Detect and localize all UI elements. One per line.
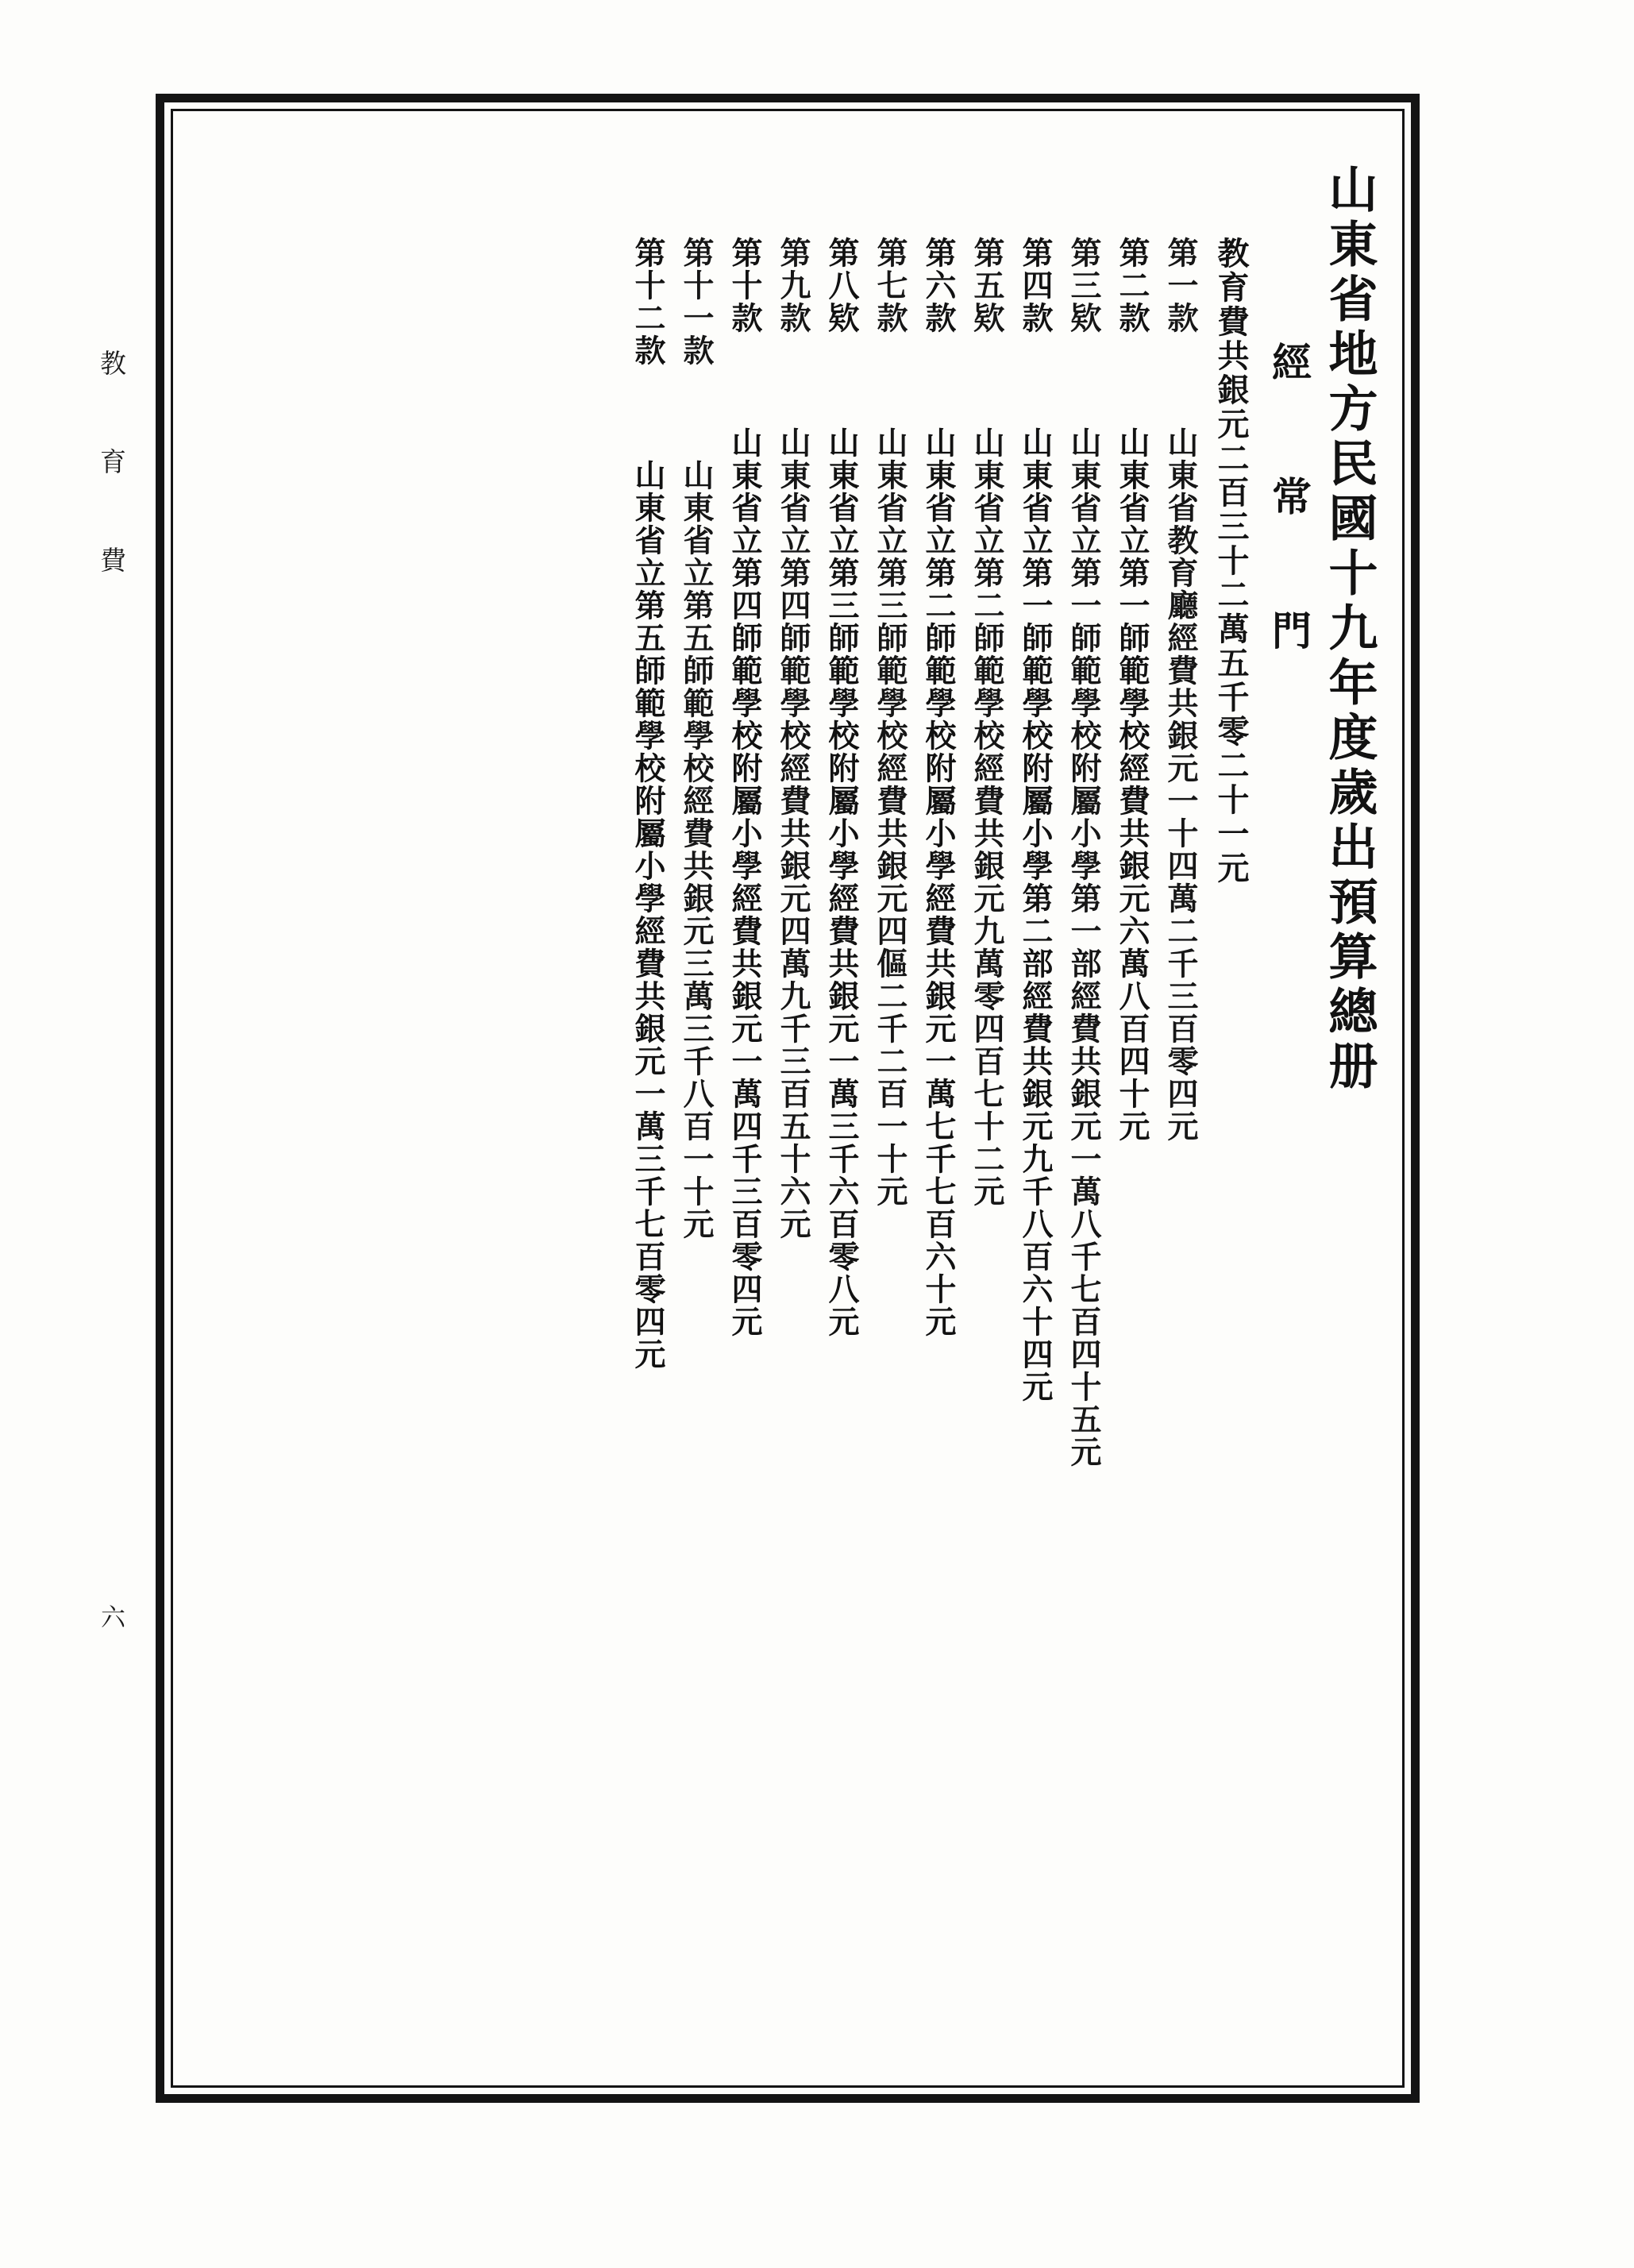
item-text: 山東省立第三師範學校附屬小學經費共銀元一萬三千六百零八元	[823, 426, 860, 1338]
item-text: 山東省立第五師範學校經費共銀元三萬三千八百一十元	[678, 459, 715, 1240]
item-text: 山東省立第一師範學校經費共銀元六萬八百四十元	[1114, 426, 1150, 1143]
list-item	[775, 143, 811, 1240]
item-text: 山東省立第四師範學校附屬小學經費共銀元一萬四千三百零四元	[726, 426, 763, 1338]
list-item	[678, 143, 715, 1240]
item-number: 第八欵	[823, 237, 860, 334]
item-text: 山東省立第二師範學校經費共銀元九萬零四百七十二元	[969, 426, 1005, 1208]
vertical-text-body	[184, 121, 1393, 2076]
item-text: 山東省立第一師範學校附屬小學第一部經費共銀元一萬八千七百四十五元	[1066, 426, 1102, 1468]
list-item	[1066, 143, 1102, 1468]
item-number: 第四款	[1017, 237, 1054, 334]
education-expense-total: 教育費共銀元二百三十二萬五千零二十一元	[1212, 237, 1250, 885]
page-number: 六	[96, 1604, 125, 1629]
item-text: 山東省立第二師範學校附屬小學經費共銀元一萬七千七百六十元	[920, 426, 957, 1338]
item-number: 第六款	[920, 237, 957, 334]
list-item	[1017, 143, 1054, 1403]
list-item	[1114, 143, 1150, 1143]
item-number: 第十一款	[678, 237, 715, 367]
list-item	[1162, 143, 1199, 1143]
item-number: 第十二款	[630, 237, 666, 367]
margin-running-head: 教 育 費	[96, 349, 127, 593]
item-text: 山東省立第四師範學校經費共銀元四萬九千三百五十六元	[775, 426, 811, 1240]
list-item	[969, 143, 1005, 1208]
item-number: 第五欵	[969, 237, 1005, 334]
list-item	[823, 143, 860, 1338]
item-text: 山東省立第五師範學校附屬小學經費共銀元一萬三千七百零四元	[630, 459, 666, 1371]
item-number: 第一款	[1162, 237, 1199, 334]
item-text: 山東省教育廳經費共銀元一十四萬二千三百零四元	[1162, 426, 1199, 1143]
item-text: 山東省立第三師範學校經費共銀元四傴二千二百一十元	[872, 426, 908, 1208]
item-text: 山東省立第一師範學校附屬小學第二部經費共銀元九千八百六十四元	[1017, 426, 1054, 1403]
item-number: 第三欵	[1066, 237, 1102, 334]
list-item	[920, 143, 957, 1338]
item-number: 第二款	[1114, 237, 1150, 334]
item-number: 第十款	[726, 237, 763, 334]
item-number: 第七款	[872, 237, 908, 334]
section-heading: 經 常 門	[1266, 341, 1312, 673]
list-item	[726, 143, 763, 1338]
list-item	[872, 143, 908, 1208]
list-item	[630, 143, 666, 1371]
page-title: 山東省地方民國十九年度歲出預算總册	[1320, 164, 1378, 1095]
item-number: 第九款	[775, 237, 811, 334]
